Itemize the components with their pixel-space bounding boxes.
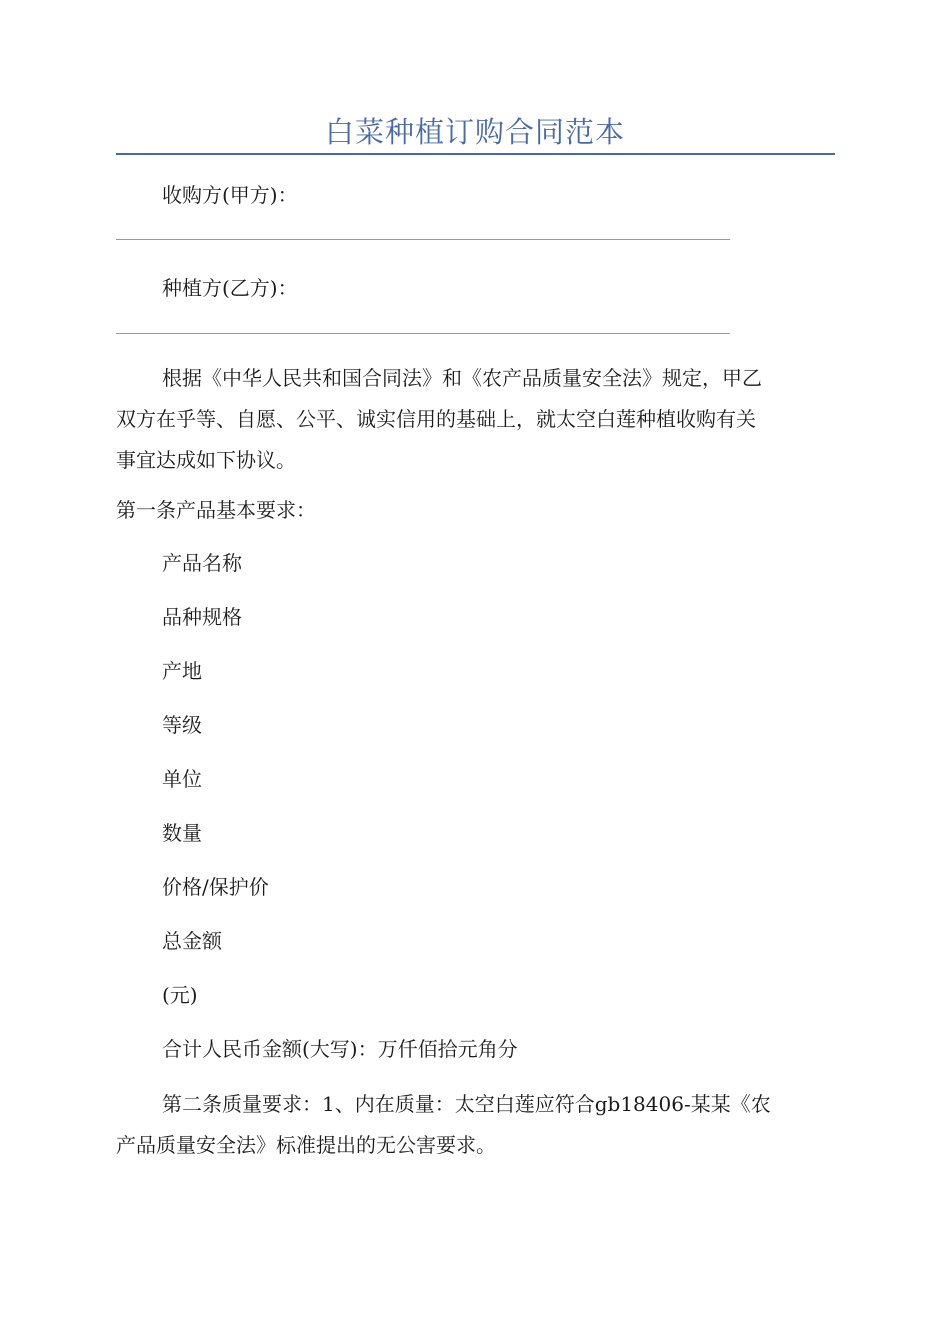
article2-paragraph	[116, 1084, 834, 1166]
party-b-blank-line	[116, 333, 730, 334]
article2-line: 第二条质量要求：1、内在质量：太空白莲应符合gb18406-某某《农	[162, 1092, 771, 1116]
article1-item: 总金额	[162, 929, 222, 953]
article1-item: 价格/保护价	[162, 875, 269, 899]
article1-heading: 第一条产品基本要求：	[116, 498, 316, 522]
intro-line: 双方在乎等、自愿、公平、诚实信用的基础上，就太空白莲种植收购有关	[116, 407, 756, 431]
intro-line: 根据《中华人民共和国合同法》和《农产品质量安全法》规定，甲乙	[162, 366, 762, 390]
article1-item: 单位	[162, 767, 202, 791]
article2-line: 产品质量安全法》标准提出的无公害要求。	[116, 1133, 496, 1157]
party-a-label: 收购方(甲方)：	[162, 183, 298, 207]
intro-paragraph	[116, 358, 834, 481]
title-underline	[116, 153, 835, 155]
article1-item: 产品名称	[162, 551, 242, 575]
total-amount-line: 合计人民币金额(大写)：万仟佰拾元角分	[162, 1037, 518, 1061]
article1-item: (元)	[162, 983, 198, 1007]
article1-item: 等级	[162, 713, 202, 737]
party-a-blank-line	[116, 239, 730, 240]
document-title: 白菜种植订购合同范本	[324, 115, 625, 149]
article1-item: 品种规格	[162, 605, 242, 629]
intro-line: 事宜达成如下协议。	[116, 448, 296, 472]
article1-item: 数量	[162, 821, 202, 845]
party-b-label: 种植方(乙方)：	[162, 276, 298, 300]
article1-item: 产地	[162, 659, 202, 683]
